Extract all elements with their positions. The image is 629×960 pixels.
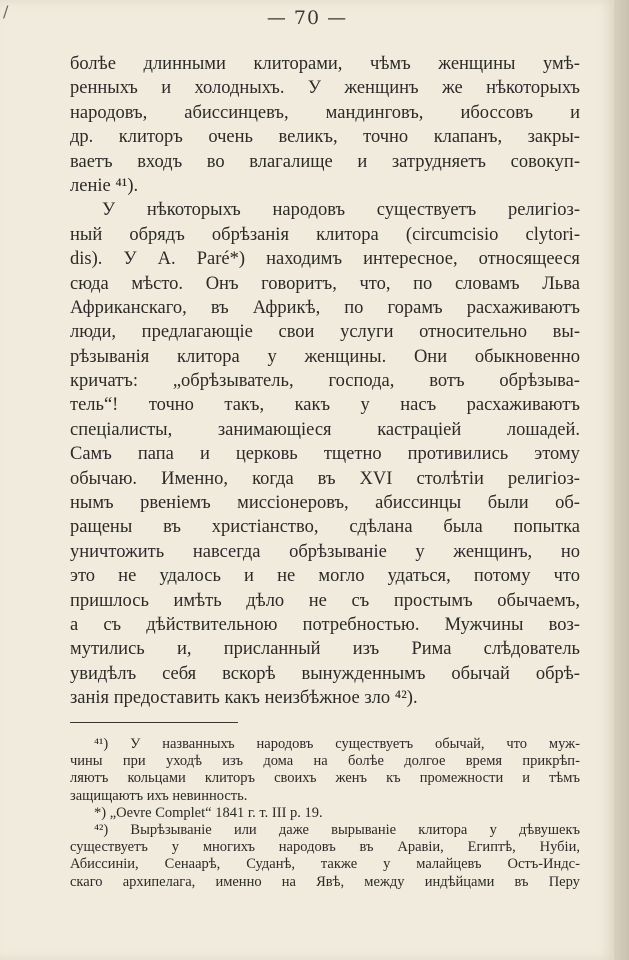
text-line: кричатъ: „обрѣзыватель, господа, вотъ обрѣзыва-: [70, 371, 580, 392]
text-line: рѣзыванія клитора у женщины. Они обыкновенно: [70, 346, 580, 367]
text-line: это не удалось и не могло удаться, потому что: [70, 566, 580, 587]
footnote-line: чины при уходѣ изъ дома на болѣе долгое время прикрѣп-: [70, 753, 580, 770]
text-line: люди, предлагающіе свои услуги относительно вы-: [70, 322, 580, 343]
text-line: Африканскаго, въ Африкѣ, по горамъ расхаживаютъ: [70, 297, 580, 318]
text-line: тель“! точно такъ, какъ у насъ расхаживаютъ: [70, 395, 580, 416]
footnote-divider: [70, 722, 238, 723]
footnotes: [70, 736, 580, 891]
text-line: увидѣлъ себя вскорѣ вынужденнымъ обычай обрѣ-: [70, 663, 580, 684]
text-line: болѣе длинными клиторами, чѣмъ женщины умѣ-: [70, 54, 580, 74]
main-text: [70, 52, 580, 711]
page-edge: [614, 0, 629, 960]
footnote-line: Абиссиніи, Сенаарѣ, Суданѣ, также у малайцевъ Остъ-Индс-: [70, 856, 580, 873]
footnote-line: *) „Oevre Complet“ 1841 г. т. III p. 19.: [94, 804, 323, 821]
text-line: ваетъ входъ во влагалище и затрудняетъ совокуп-: [70, 151, 580, 172]
text-line: У нѣкоторыхъ народовъ существуетъ религіоз-: [102, 200, 580, 221]
footnote-line: защищаютъ ихъ невинность.: [70, 787, 248, 804]
text-line: уничтожить навсегда обрѣзываніе у женщинъ, но: [70, 541, 580, 562]
text-line: др. клиторъ очень великъ, точно клапанъ, закры-: [70, 127, 580, 148]
text-line: ренныхъ и холодныхъ. У женщинъ же нѣкоторыхъ: [70, 78, 580, 99]
text-line: сюда мѣсто. Онъ говоритъ, что, по словамъ Льва: [70, 273, 580, 294]
corner-mark: /: [3, 2, 9, 21]
text-line: нымъ рвеніемъ миссіонеровъ, абиссинцы были об-: [70, 493, 580, 514]
text-line: спеціалисты, занимающіеся кастраціей лошадей.: [70, 419, 580, 440]
footnote-line: существуетъ у многихъ народовъ въ Аравіи, Египтѣ, Нубіи,: [70, 839, 580, 856]
text-line: леніе ⁴¹).: [70, 175, 139, 196]
text-line: народовъ, абиссинцевъ, мандинговъ, ибоссовъ и: [70, 102, 580, 123]
text-line: мутились и, присланный изъ Рима слѣдователь: [70, 639, 580, 660]
text-line: dis). У А. Paré*) находимъ интересное, относящееся: [70, 249, 580, 270]
text-line: ращены въ христіанство, сдѣлана была попытка: [70, 517, 580, 538]
text-line: пришлось имѣть дѣло не съ простымъ обычаемъ,: [70, 590, 580, 611]
page-number: — 70 —: [266, 7, 348, 29]
text-line: ный обрядъ обрѣзанія клитора (circumcisio clytori-: [70, 224, 580, 245]
text-line: занія предоставить какъ неизбѣжное зло ⁴²).: [70, 688, 418, 709]
footnote-line: ⁴¹) У названныхъ народовъ существуетъ обычай, что муж-: [94, 736, 580, 752]
footnote-line: ляютъ кольцами клиторъ своихъ женъ къ промежности и тѣмъ: [70, 770, 580, 787]
footnote-line: скаго архипелага, именно на Явѣ, между индѣйцами въ Перу: [70, 873, 580, 890]
text-line: Самъ папа и церковь тщетно противились этому: [70, 444, 580, 465]
footnote-line: ⁴²) Вырѣзываніе или даже вырываніе клитора у дѣвушекъ: [94, 821, 580, 838]
text-line: а съ дѣйствительною потребностью. Мужчины воз-: [70, 614, 580, 635]
text-line: обычаю. Именно, когда въ XVI столѣтіи религіоз-: [70, 468, 580, 489]
